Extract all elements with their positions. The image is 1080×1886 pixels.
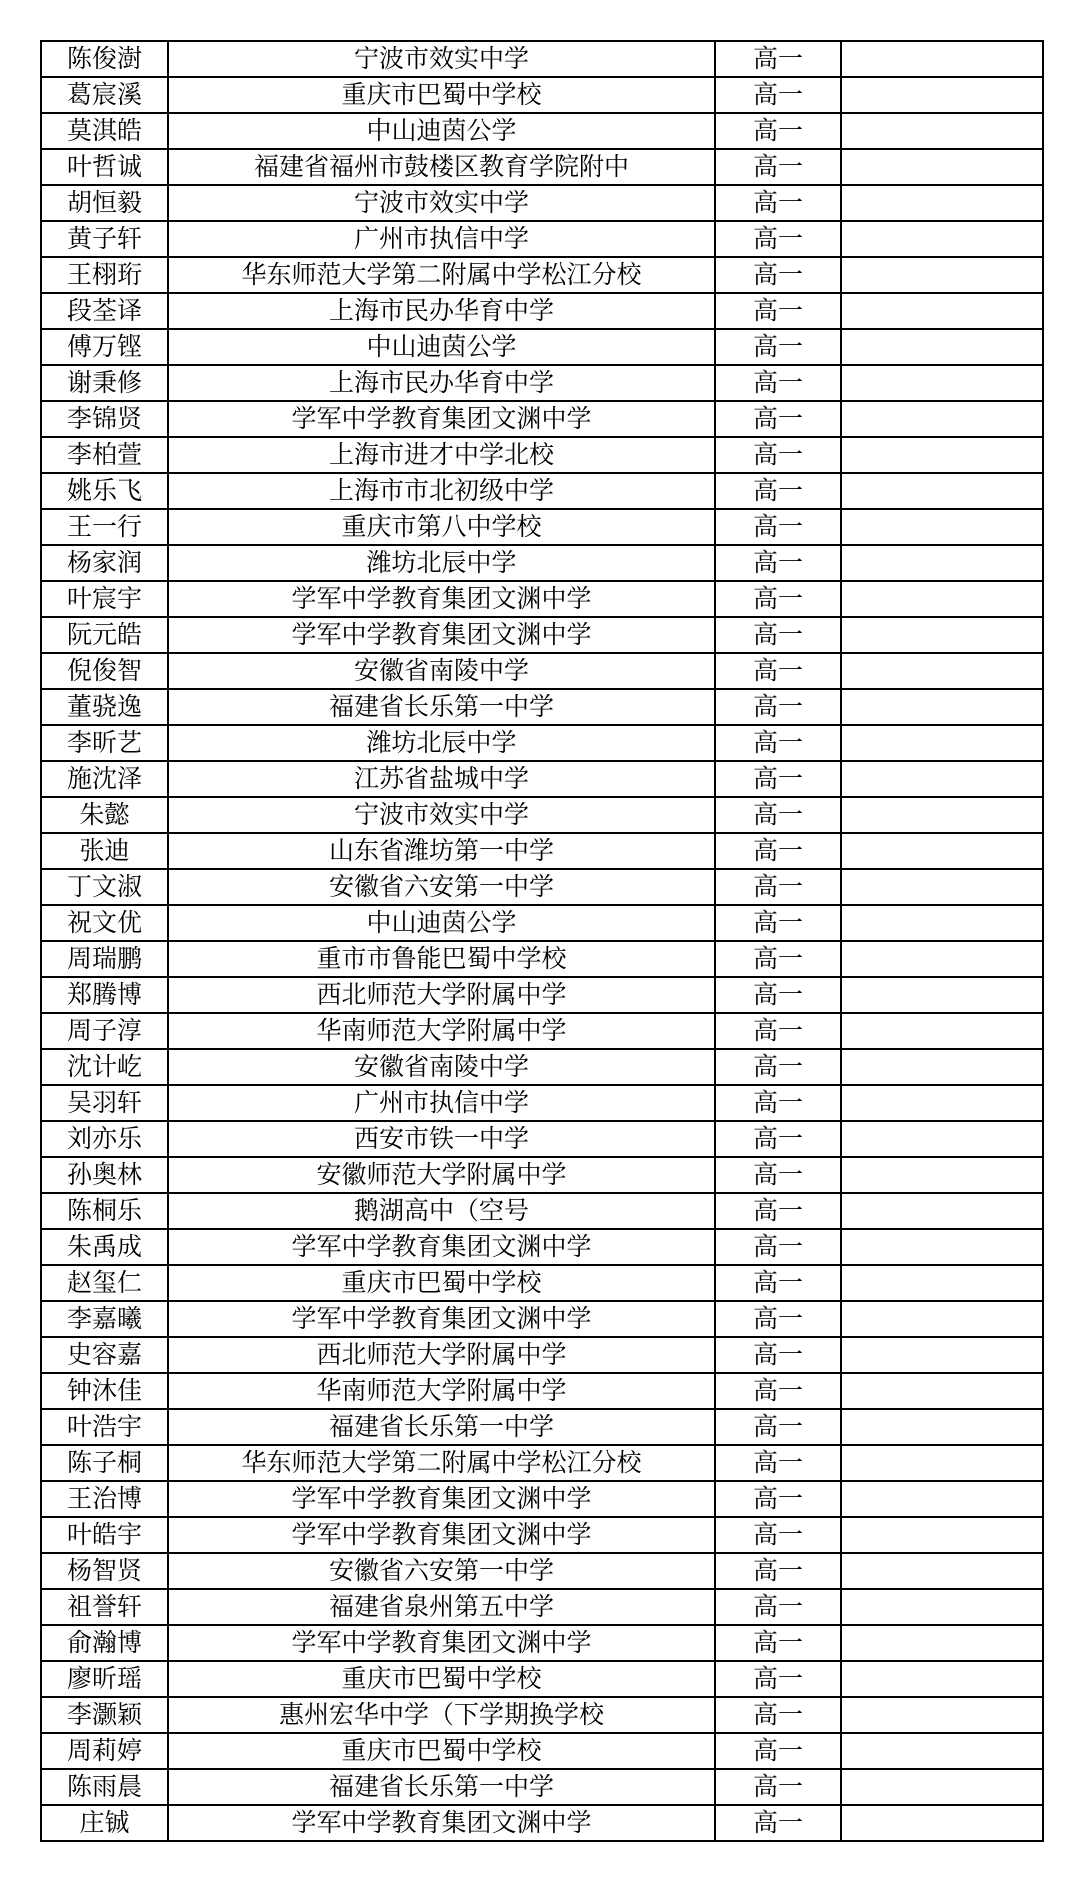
student-name-cell: 王栩珩	[41, 257, 168, 293]
empty-cell	[841, 617, 1043, 653]
student-name-cell: 朱禹成	[41, 1229, 168, 1265]
table-row	[41, 329, 1043, 365]
student-name-cell: 施沈泽	[41, 761, 168, 797]
grade-cell: 高一	[715, 1661, 841, 1697]
school-name-cell: 上海市进才中学北校	[168, 437, 715, 473]
student-name-cell: 姚乐飞	[41, 473, 168, 509]
empty-cell	[841, 1157, 1043, 1193]
table-row	[41, 1157, 1043, 1193]
school-name-cell: 中山迪茵公学	[168, 113, 715, 149]
student-name-cell: 丁文淑	[41, 869, 168, 905]
grade-cell: 高一	[715, 1121, 841, 1157]
table-row	[41, 77, 1043, 113]
table-row	[41, 689, 1043, 725]
empty-cell	[841, 1193, 1043, 1229]
student-name-cell: 黄子轩	[41, 221, 168, 257]
table-row	[41, 761, 1043, 797]
grade-cell: 高一	[715, 1805, 841, 1841]
empty-cell	[841, 905, 1043, 941]
grade-cell: 高一	[715, 1337, 841, 1373]
table-row	[41, 1193, 1043, 1229]
grade-cell: 高一	[715, 1697, 841, 1733]
grade-cell: 高一	[715, 833, 841, 869]
table-row	[41, 1085, 1043, 1121]
student-name-cell: 段荃译	[41, 293, 168, 329]
table-row	[41, 833, 1043, 869]
school-name-cell: 重庆市巴蜀中学校	[168, 1661, 715, 1697]
grade-cell: 高一	[715, 185, 841, 221]
school-name-cell: 福建省福州市鼓楼区教育学院附中	[168, 149, 715, 185]
school-name-cell: 安徽师范大学附属中学	[168, 1157, 715, 1193]
grade-cell: 高一	[715, 1553, 841, 1589]
school-name-cell: 学军中学教育集团文渊中学	[168, 1805, 715, 1841]
school-name-cell: 宁波市效实中学	[168, 797, 715, 833]
student-name-cell: 葛宸溪	[41, 77, 168, 113]
empty-cell	[841, 581, 1043, 617]
school-name-cell: 上海市民办华育中学	[168, 293, 715, 329]
table-row	[41, 437, 1043, 473]
empty-cell	[841, 1049, 1043, 1085]
student-name-cell: 钟沐佳	[41, 1373, 168, 1409]
student-name-cell: 吴羽轩	[41, 1085, 168, 1121]
empty-cell	[841, 545, 1043, 581]
table-row	[41, 1229, 1043, 1265]
student-name-cell: 朱懿	[41, 797, 168, 833]
grade-cell: 高一	[715, 1157, 841, 1193]
grade-cell: 高一	[715, 329, 841, 365]
student-name-cell: 谢秉修	[41, 365, 168, 401]
grade-cell: 高一	[715, 761, 841, 797]
table-row	[41, 545, 1043, 581]
student-name-cell: 傅万铿	[41, 329, 168, 365]
school-name-cell: 华南师范大学附属中学	[168, 1013, 715, 1049]
grade-cell: 高一	[715, 1445, 841, 1481]
student-name-cell: 周莉婷	[41, 1733, 168, 1769]
empty-cell	[841, 761, 1043, 797]
grade-cell: 高一	[715, 113, 841, 149]
student-name-cell: 祖誉轩	[41, 1589, 168, 1625]
empty-cell	[841, 509, 1043, 545]
empty-cell	[841, 653, 1043, 689]
school-name-cell: 重庆市巴蜀中学校	[168, 1265, 715, 1301]
empty-cell	[841, 977, 1043, 1013]
student-name-cell: 陈子桐	[41, 1445, 168, 1481]
table-row	[41, 1409, 1043, 1445]
school-name-cell: 中山迪茵公学	[168, 905, 715, 941]
empty-cell	[841, 941, 1043, 977]
table-row	[41, 1553, 1043, 1589]
student-name-cell: 叶浩宇	[41, 1409, 168, 1445]
student-name-cell: 阮元皓	[41, 617, 168, 653]
empty-cell	[841, 437, 1043, 473]
school-name-cell: 福建省长乐第一中学	[168, 1769, 715, 1805]
empty-cell	[841, 1337, 1043, 1373]
table-row	[41, 221, 1043, 257]
grade-cell: 高一	[715, 1229, 841, 1265]
table-row	[41, 905, 1043, 941]
empty-cell	[841, 725, 1043, 761]
empty-cell	[841, 1661, 1043, 1697]
grade-cell: 高一	[715, 41, 841, 77]
table-row	[41, 401, 1043, 437]
table-row	[41, 581, 1043, 617]
school-name-cell: 广州市执信中学	[168, 1085, 715, 1121]
grade-cell: 高一	[715, 77, 841, 113]
empty-cell	[841, 1517, 1043, 1553]
table-row	[41, 1661, 1043, 1697]
table-row	[41, 1589, 1043, 1625]
grade-cell: 高一	[715, 473, 841, 509]
empty-cell	[841, 257, 1043, 293]
grade-cell: 高一	[715, 1013, 841, 1049]
school-name-cell: 安徽省南陵中学	[168, 653, 715, 689]
grade-cell: 高一	[715, 1409, 841, 1445]
empty-cell	[841, 1265, 1043, 1301]
school-name-cell: 学军中学教育集团文渊中学	[168, 1517, 715, 1553]
table-row	[41, 1517, 1043, 1553]
school-name-cell: 福建省长乐第一中学	[168, 1409, 715, 1445]
school-name-cell: 安徽省南陵中学	[168, 1049, 715, 1085]
school-name-cell: 重庆市巴蜀中学校	[168, 77, 715, 113]
grade-cell: 高一	[715, 725, 841, 761]
student-name-cell: 刘亦乐	[41, 1121, 168, 1157]
school-name-cell: 潍坊北辰中学	[168, 545, 715, 581]
student-name-cell: 陈俊澍	[41, 41, 168, 77]
grade-cell: 高一	[715, 1265, 841, 1301]
table-row	[41, 1769, 1043, 1805]
student-name-cell: 廖昕瑶	[41, 1661, 168, 1697]
grade-cell: 高一	[715, 1481, 841, 1517]
school-name-cell: 学军中学教育集团文渊中学	[168, 1481, 715, 1517]
school-name-cell: 西北师范大学附属中学	[168, 977, 715, 1013]
empty-cell	[841, 401, 1043, 437]
empty-cell	[841, 1481, 1043, 1517]
grade-cell: 高一	[715, 1373, 841, 1409]
grade-cell: 高一	[715, 1085, 841, 1121]
table-row	[41, 1337, 1043, 1373]
student-name-cell: 祝文优	[41, 905, 168, 941]
grade-cell: 高一	[715, 1193, 841, 1229]
student-name-cell: 沈计屹	[41, 1049, 168, 1085]
grade-cell: 高一	[715, 1589, 841, 1625]
empty-cell	[841, 1625, 1043, 1661]
student-name-cell: 李嘉曦	[41, 1301, 168, 1337]
table-row	[41, 149, 1043, 185]
empty-cell	[841, 1085, 1043, 1121]
student-name-cell: 史容嘉	[41, 1337, 168, 1373]
school-name-cell: 重庆市第八中学校	[168, 509, 715, 545]
table-row	[41, 1733, 1043, 1769]
table-row	[41, 1049, 1043, 1085]
grade-cell: 高一	[715, 797, 841, 833]
grade-cell: 高一	[715, 437, 841, 473]
table-row	[41, 1373, 1043, 1409]
empty-cell	[841, 1409, 1043, 1445]
grade-cell: 高一	[715, 869, 841, 905]
school-name-cell: 宁波市效实中学	[168, 185, 715, 221]
school-name-cell: 学军中学教育集团文渊中学	[168, 581, 715, 617]
empty-cell	[841, 1445, 1043, 1481]
empty-cell	[841, 1805, 1043, 1841]
student-name-cell: 叶宸宇	[41, 581, 168, 617]
empty-cell	[841, 1013, 1043, 1049]
table-row	[41, 509, 1043, 545]
student-name-cell: 陈桐乐	[41, 1193, 168, 1229]
student-name-cell: 杨家润	[41, 545, 168, 581]
table-row	[41, 1625, 1043, 1661]
grade-cell: 高一	[715, 905, 841, 941]
grade-cell: 高一	[715, 977, 841, 1013]
table-row	[41, 1805, 1043, 1841]
student-name-cell: 周瑞鹏	[41, 941, 168, 977]
empty-cell	[841, 833, 1043, 869]
school-name-cell: 上海市民办华育中学	[168, 365, 715, 401]
empty-cell	[841, 329, 1043, 365]
table-row	[41, 1265, 1043, 1301]
empty-cell	[841, 1589, 1043, 1625]
roster-table	[40, 40, 1044, 1842]
school-name-cell: 中山迪茵公学	[168, 329, 715, 365]
school-name-cell: 学军中学教育集团文渊中学	[168, 1625, 715, 1661]
table-row	[41, 1697, 1043, 1733]
empty-cell	[841, 689, 1043, 725]
student-name-cell: 董骁逸	[41, 689, 168, 725]
empty-cell	[841, 149, 1043, 185]
table-row	[41, 41, 1043, 77]
empty-cell	[841, 1229, 1043, 1265]
grade-cell: 高一	[715, 1049, 841, 1085]
grade-cell: 高一	[715, 689, 841, 725]
student-name-cell: 胡恒毅	[41, 185, 168, 221]
school-name-cell: 广州市执信中学	[168, 221, 715, 257]
student-name-cell: 杨智贤	[41, 1553, 168, 1589]
grade-cell: 高一	[715, 509, 841, 545]
school-name-cell: 宁波市效实中学	[168, 41, 715, 77]
school-name-cell: 安徽省六安第一中学	[168, 1553, 715, 1589]
table-row	[41, 473, 1043, 509]
empty-cell	[841, 113, 1043, 149]
school-name-cell: 安徽省六安第一中学	[168, 869, 715, 905]
student-name-cell: 张迪	[41, 833, 168, 869]
school-name-cell: 江苏省盐城中学	[168, 761, 715, 797]
table-row	[41, 869, 1043, 905]
empty-cell	[841, 473, 1043, 509]
school-name-cell: 学军中学教育集团文渊中学	[168, 1301, 715, 1337]
grade-cell: 高一	[715, 545, 841, 581]
empty-cell	[841, 1733, 1043, 1769]
school-name-cell: 西北师范大学附属中学	[168, 1337, 715, 1373]
table-row	[41, 257, 1043, 293]
student-name-cell: 叶皓宇	[41, 1517, 168, 1553]
grade-cell: 高一	[715, 1625, 841, 1661]
student-name-cell: 王一行	[41, 509, 168, 545]
empty-cell	[841, 41, 1043, 77]
roster-body	[41, 41, 1043, 1841]
student-name-cell: 赵玺仁	[41, 1265, 168, 1301]
school-name-cell: 上海市市北初级中学	[168, 473, 715, 509]
school-name-cell: 惠州宏华中学（下学期换学校	[168, 1697, 715, 1733]
grade-cell: 高一	[715, 617, 841, 653]
empty-cell	[841, 1301, 1043, 1337]
grade-cell: 高一	[715, 257, 841, 293]
grade-cell: 高一	[715, 401, 841, 437]
table-row	[41, 1121, 1043, 1157]
grade-cell: 高一	[715, 1733, 841, 1769]
grade-cell: 高一	[715, 221, 841, 257]
school-name-cell: 华南师范大学附属中学	[168, 1373, 715, 1409]
empty-cell	[841, 1121, 1043, 1157]
table-row	[41, 1301, 1043, 1337]
student-name-cell: 周子淳	[41, 1013, 168, 1049]
table-row	[41, 1013, 1043, 1049]
empty-cell	[841, 1553, 1043, 1589]
school-name-cell: 福建省长乐第一中学	[168, 689, 715, 725]
grade-cell: 高一	[715, 149, 841, 185]
student-name-cell: 李昕艺	[41, 725, 168, 761]
table-row	[41, 617, 1043, 653]
school-name-cell: 福建省泉州第五中学	[168, 1589, 715, 1625]
grade-cell: 高一	[715, 581, 841, 617]
student-name-cell: 李灏颖	[41, 1697, 168, 1733]
empty-cell	[841, 869, 1043, 905]
school-name-cell: 鹅湖高中（空号	[168, 1193, 715, 1229]
empty-cell	[841, 1769, 1043, 1805]
grade-cell: 高一	[715, 293, 841, 329]
school-name-cell: 潍坊北辰中学	[168, 725, 715, 761]
grade-cell: 高一	[715, 653, 841, 689]
table-row	[41, 1481, 1043, 1517]
grade-cell: 高一	[715, 1769, 841, 1805]
school-name-cell: 西安市铁一中学	[168, 1121, 715, 1157]
student-name-cell: 孙奥林	[41, 1157, 168, 1193]
student-name-cell: 王治博	[41, 1481, 168, 1517]
school-name-cell: 学军中学教育集团文渊中学	[168, 617, 715, 653]
empty-cell	[841, 1373, 1043, 1409]
grade-cell: 高一	[715, 1517, 841, 1553]
table-row	[41, 113, 1043, 149]
student-name-cell: 倪俊智	[41, 653, 168, 689]
school-name-cell: 华东师范大学第二附属中学松江分校	[168, 1445, 715, 1481]
student-name-cell: 陈雨晨	[41, 1769, 168, 1805]
table-row	[41, 797, 1043, 833]
school-name-cell: 重市市鲁能巴蜀中学校	[168, 941, 715, 977]
table-row	[41, 185, 1043, 221]
empty-cell	[841, 185, 1043, 221]
empty-cell	[841, 797, 1043, 833]
school-name-cell: 华东师范大学第二附属中学松江分校	[168, 257, 715, 293]
table-row	[41, 1445, 1043, 1481]
student-name-cell: 李柏萱	[41, 437, 168, 473]
table-row	[41, 653, 1043, 689]
school-name-cell: 山东省潍坊第一中学	[168, 833, 715, 869]
grade-cell: 高一	[715, 365, 841, 401]
empty-cell	[841, 365, 1043, 401]
empty-cell	[841, 1697, 1043, 1733]
student-name-cell: 李锦贤	[41, 401, 168, 437]
table-row	[41, 725, 1043, 761]
table-row	[41, 365, 1043, 401]
student-name-cell: 叶哲诚	[41, 149, 168, 185]
empty-cell	[841, 221, 1043, 257]
grade-cell: 高一	[715, 1301, 841, 1337]
student-name-cell: 莫淇皓	[41, 113, 168, 149]
empty-cell	[841, 77, 1043, 113]
grade-cell: 高一	[715, 941, 841, 977]
table-row	[41, 293, 1043, 329]
student-name-cell: 俞瀚博	[41, 1625, 168, 1661]
school-name-cell: 学军中学教育集团文渊中学	[168, 1229, 715, 1265]
student-name-cell: 郑腾博	[41, 977, 168, 1013]
school-name-cell: 学军中学教育集团文渊中学	[168, 401, 715, 437]
school-name-cell: 重庆市巴蜀中学校	[168, 1733, 715, 1769]
table-row	[41, 977, 1043, 1013]
table-row	[41, 941, 1043, 977]
empty-cell	[841, 293, 1043, 329]
student-name-cell: 庄铖	[41, 1805, 168, 1841]
